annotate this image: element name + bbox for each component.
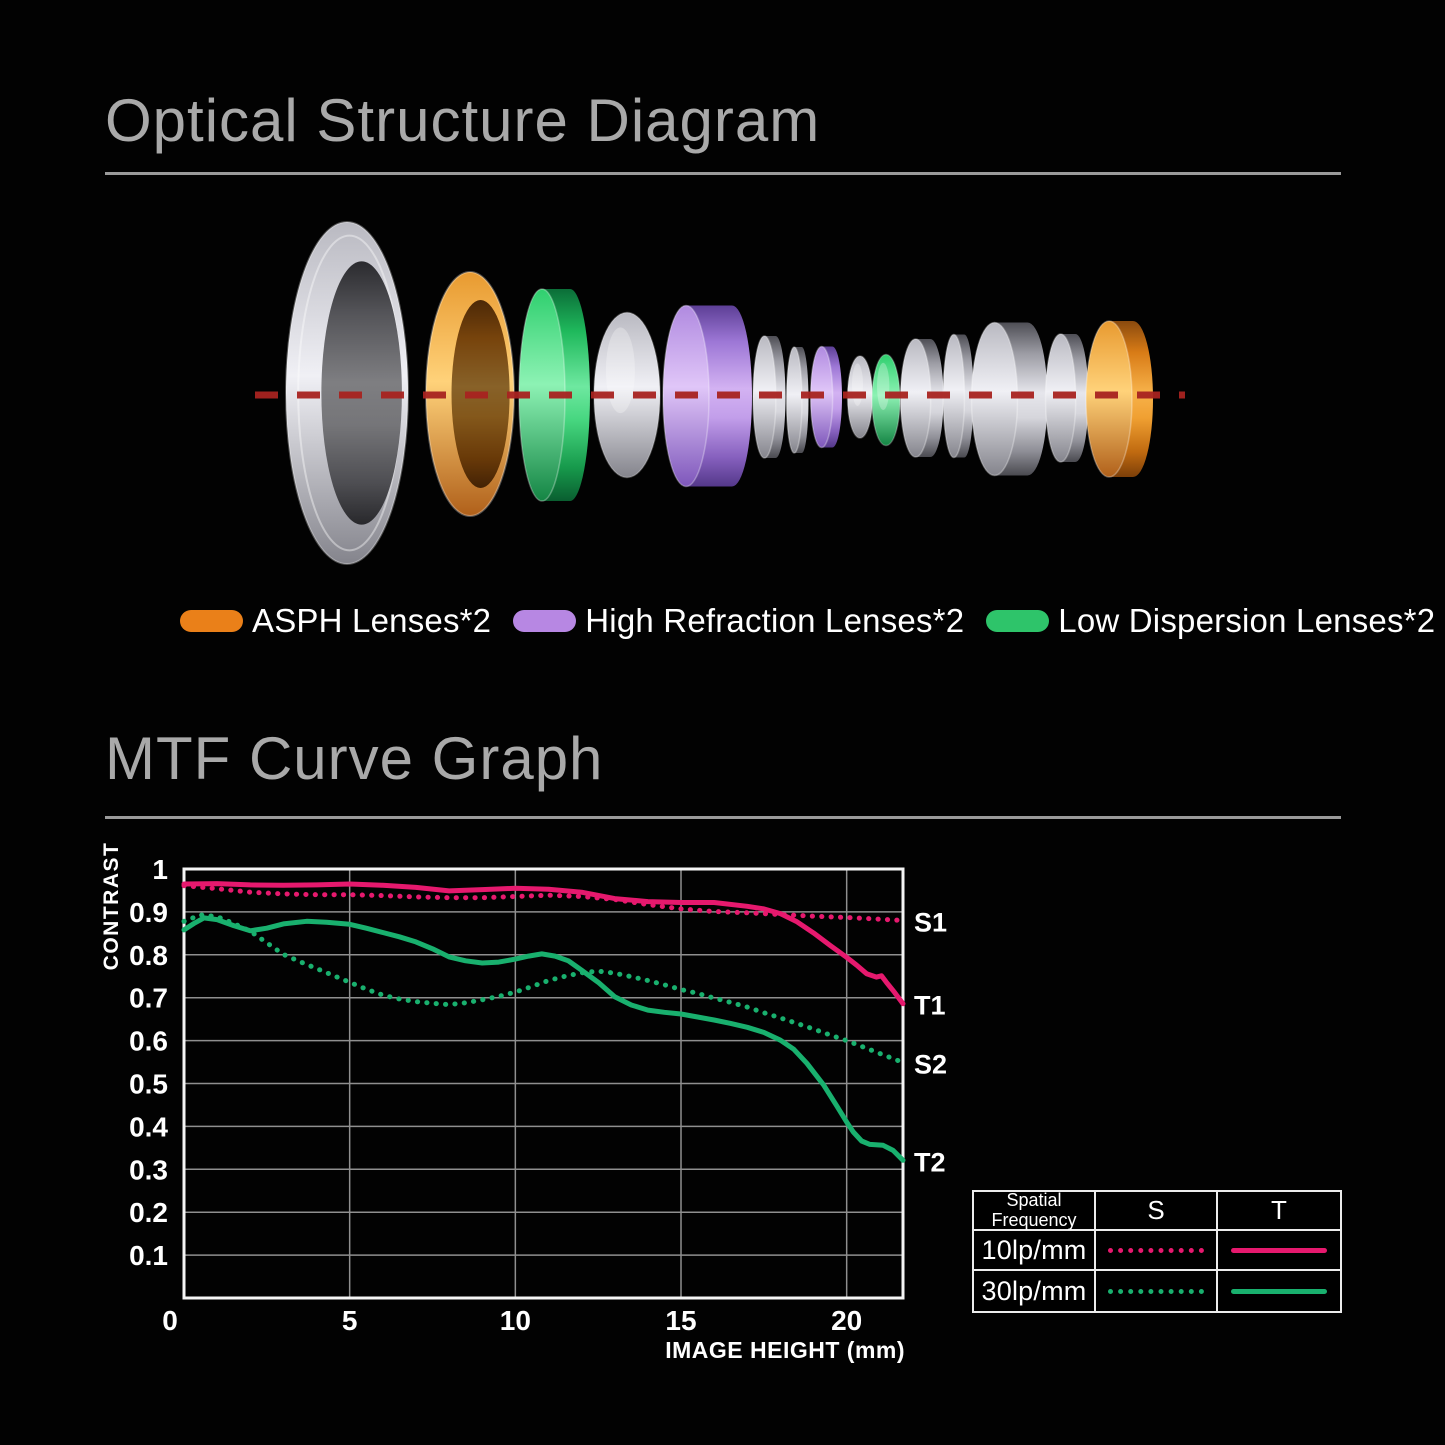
chart-gridlines	[184, 869, 903, 1298]
y-tick-0.1: 0.1	[129, 1240, 168, 1272]
y-tick-0.8: 0.8	[129, 939, 168, 971]
table-sample-30lpmm-s	[1096, 1271, 1218, 1311]
mtf-chart	[0, 840, 1445, 1445]
table-row-10lpmm-label: 10lp/mm	[974, 1231, 1096, 1271]
lens-diagram	[0, 205, 1445, 595]
curve-label-T2: T2	[914, 1147, 946, 1178]
high-refraction-color-swatch	[513, 610, 576, 632]
low-dispersion-color-swatch	[986, 610, 1049, 632]
x-tick-5: 5	[341, 1305, 358, 1336]
y-tick-0.6: 0.6	[129, 1025, 168, 1057]
y-tick-0.3: 0.3	[129, 1154, 168, 1186]
table-row-30lpmm-label: 30lp/mm	[974, 1271, 1096, 1311]
y-axis-label: CONTRAST	[100, 841, 123, 971]
curve-label-S1: S1	[914, 907, 948, 938]
chart-curves	[184, 884, 903, 1161]
table-sample-30lpmm-t	[1218, 1271, 1340, 1311]
lens-legend	[180, 602, 1435, 640]
solid-line-sample-30lpmm	[1231, 1289, 1327, 1294]
y-tick-1: 1	[152, 854, 168, 885]
x-tick-10: 10	[499, 1305, 531, 1336]
lens-element-asph	[1086, 321, 1153, 477]
legend-label-high-refraction: High Refraction Lenses*2	[585, 602, 965, 639]
y-tick-0.5: 0.5	[129, 1068, 168, 1100]
y-tick-0.7: 0.7	[129, 982, 168, 1014]
y-tick-0.9: 0.9	[129, 896, 168, 928]
x-axis-label: IMAGE HEIGHT (mm)	[665, 1337, 905, 1363]
table-header-spatial-frequency: Spatial Frequency	[974, 1192, 1096, 1231]
asph-color-swatch	[180, 610, 243, 632]
table-header-s: S	[1096, 1192, 1218, 1231]
curve-T1	[184, 884, 903, 1004]
y-tick-0.2: 0.2	[129, 1197, 168, 1229]
curve-label-T1: T1	[914, 990, 946, 1021]
x-tick-20: 20	[831, 1305, 863, 1336]
y-tick-0.4: 0.4	[129, 1111, 168, 1143]
legend-item-asph	[180, 602, 491, 640]
legend-label-asph: ASPH Lenses*2	[252, 602, 492, 639]
lens-element-standard	[972, 323, 1048, 476]
section-divider	[105, 816, 1341, 819]
table-sample-10lpmm-t	[1218, 1231, 1340, 1271]
mtf-curve-title: MTF Curve Graph	[105, 725, 604, 792]
lens-element-standard	[786, 347, 808, 453]
x-tick-15: 15	[665, 1305, 697, 1336]
solid-line-sample-10lpmm	[1231, 1248, 1327, 1253]
dotted-line-sample-30lpmm	[1108, 1289, 1204, 1294]
legend-label-low-dispersion: Low Dispersion Lenses*2	[1058, 602, 1436, 639]
legend-item-high-refraction	[513, 602, 964, 640]
table-header-t: T	[1218, 1192, 1340, 1231]
y-tick-0: 0	[162, 1305, 178, 1336]
section-divider	[105, 172, 1341, 175]
legend-item-low-dispersion	[986, 602, 1435, 640]
spatial-frequency-table	[972, 1190, 1342, 1313]
table-sample-10lpmm-s	[1096, 1231, 1218, 1271]
optical-structure-title: Optical Structure Diagram	[105, 87, 821, 154]
dotted-line-sample-10lpmm	[1108, 1248, 1204, 1253]
lens-element-low_dispersion	[872, 355, 900, 446]
curve-label-S2: S2	[914, 1049, 948, 1080]
